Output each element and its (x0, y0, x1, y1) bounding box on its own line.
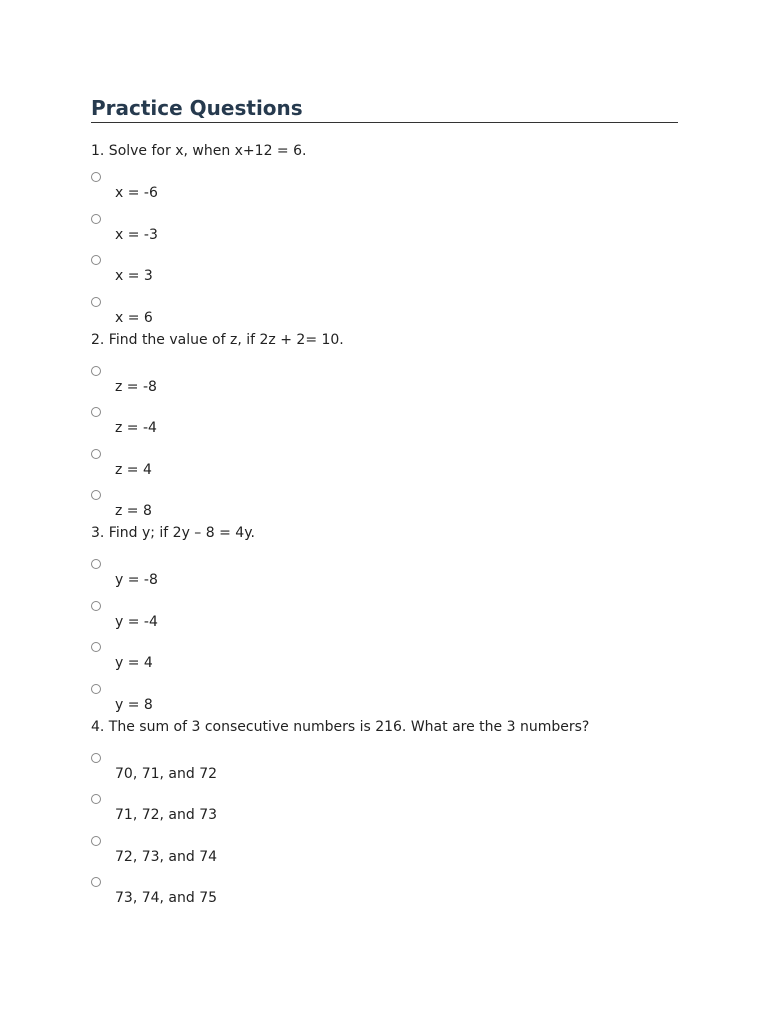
option-3a[interactable] (91, 554, 678, 596)
page-title: Practice Questions (91, 96, 303, 120)
radio-button[interactable] (91, 366, 101, 376)
option-label: y = -8 (115, 572, 158, 588)
radio-button[interactable] (91, 601, 101, 611)
question-4 (91, 717, 678, 914)
radio-button[interactable] (91, 407, 101, 417)
question-text: 1. Solve for x, when x+12 = 6. (91, 143, 307, 159)
option-label: z = -8 (115, 378, 157, 395)
option-3c[interactable] (91, 637, 678, 679)
option-4c[interactable] (91, 831, 678, 873)
question-1 (91, 141, 678, 330)
option-4b[interactable] (91, 789, 678, 831)
question-text: 4. The sum of 3 consecutive numbers is 216. What are the 3 numbers? (91, 718, 590, 735)
radio-button[interactable] (91, 255, 101, 265)
option-label: z = -4 (115, 420, 157, 436)
option-label: z = 8 (115, 503, 152, 519)
option-4d[interactable] (91, 872, 678, 914)
radio-button[interactable] (91, 642, 101, 652)
radio-button[interactable] (91, 684, 101, 694)
option-3b[interactable] (91, 596, 678, 638)
question-2 (91, 330, 678, 524)
radio-button[interactable] (91, 490, 101, 500)
title-divider (91, 122, 678, 123)
option-label: 70, 71, and 72 (115, 765, 218, 782)
question-text: 3. Find y; if 2y – 8 = 4y. (91, 525, 255, 541)
option-label: x = 6 (115, 309, 153, 326)
radio-button[interactable] (91, 794, 101, 804)
option-2d[interactable] (91, 485, 678, 523)
option-label: y = 4 (115, 655, 153, 671)
radio-button[interactable] (91, 297, 101, 307)
option-1c[interactable] (91, 250, 678, 292)
radio-button[interactable] (91, 836, 101, 846)
radio-button[interactable] (91, 172, 101, 182)
option-2a[interactable] (91, 361, 678, 403)
radio-button[interactable] (91, 753, 101, 763)
option-3d[interactable] (91, 679, 678, 717)
practice-page (91, 94, 678, 914)
option-label: x = 3 (115, 268, 153, 284)
option-label: z = 4 (115, 461, 152, 478)
radio-button[interactable] (91, 449, 101, 459)
option-label: y = -4 (115, 613, 158, 630)
option-label: 72, 73, and 74 (115, 848, 218, 865)
option-1b[interactable] (91, 209, 678, 251)
option-label: 71, 72, and 73 (115, 807, 218, 823)
option-label: x = -6 (115, 185, 158, 201)
radio-button[interactable] (91, 214, 101, 224)
question-3 (91, 523, 678, 717)
option-label: y = 8 (115, 696, 153, 713)
option-label: x = -3 (115, 226, 158, 243)
option-1d[interactable] (91, 292, 678, 330)
option-4a[interactable] (91, 748, 678, 790)
option-1a[interactable] (91, 167, 678, 209)
radio-button[interactable] (91, 559, 101, 569)
radio-button[interactable] (91, 877, 101, 887)
option-2b[interactable] (91, 402, 678, 444)
option-label: 73, 74, and 75 (115, 890, 218, 906)
question-text: 2. Find the value of z, if 2z + 2= 10. (91, 331, 344, 348)
option-2c[interactable] (91, 444, 678, 486)
